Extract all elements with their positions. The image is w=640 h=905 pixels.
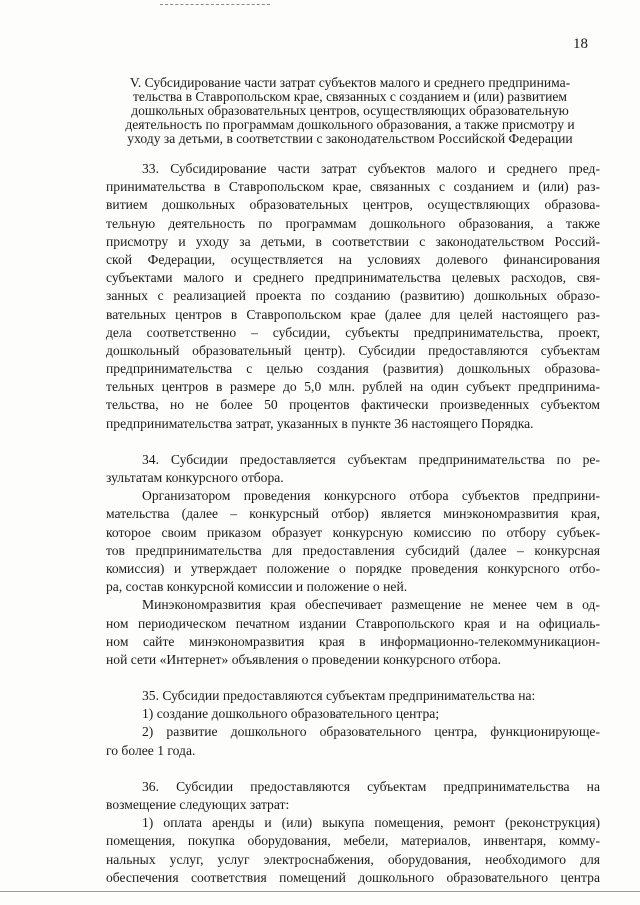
heading-line: дошкольных образовательных центров, осуществляющих образовательную (131, 103, 569, 118)
heading-line: уходу за детьми, в соответствии с законодательством Российской Федерации (127, 131, 573, 146)
text-line: 1) оплата аренды и (или) выкупа помещения, ремонт (реконструкция) (142, 815, 600, 831)
text-line: 34. Субсидии предоставляется субъектам предпринимательства по ре- (142, 451, 600, 467)
text-line: присмотру и уходу за детьми, в соответствии с законодательством Россий- (106, 233, 600, 249)
text-line: помещения, покупка оборудования, мебели, материалов, инвентаря, комму- (106, 833, 600, 849)
heading-line: деятельность по программам дошкольного образования, а также присмотру и (125, 117, 575, 132)
text-line: го более 1 года. (106, 742, 196, 758)
text-line: ном сайте минэкономразвития края в информационно-телекоммуникацион- (106, 633, 600, 649)
paragraph (106, 778, 600, 814)
text-line: дела соответственно – субсидии, субъекты предпринимательства, проект, (106, 324, 600, 340)
paragraph-gap (106, 669, 600, 687)
text-line: субъектами малого и среднего предпринимательства целевых расходов, свя- (106, 270, 600, 286)
text-line: мательства (далее – конкурсный отбор) является минэкономразвития края, (106, 506, 600, 522)
text-line: принимательства в Ставропольском крае, связанных с созданием и (или) раз- (106, 179, 600, 195)
text-line: Минэкономразвития края обеспечивает размещение не менее чем в од- (142, 597, 600, 613)
paragraph (106, 814, 600, 887)
document-body (106, 160, 600, 887)
text-line: тельства, но не более 50 процентов фактически произведенных субъектом (106, 397, 600, 413)
paragraph (106, 705, 600, 723)
text-line: тельную деятельность по программам дошкольного образования, а также (106, 215, 600, 231)
text-line: тельных центров в размере до 5,0 млн. рублей на один субъект предпринима- (106, 379, 600, 395)
text-line: ской Федерации, осуществляется на условиях долевого финансирования (106, 251, 600, 267)
paragraph-gap (106, 433, 600, 451)
section-heading (106, 76, 594, 146)
text-line: предпринимательства с целью создания (развития) дошкольных образова- (106, 361, 600, 377)
text-line: 1) создание дошкольного образовательного центра; (142, 706, 440, 722)
page-bottom-edge (0, 891, 640, 892)
paragraph (106, 487, 600, 596)
paragraph (106, 687, 600, 705)
text-line: занных с реализацией проекта по созданию (развитию) дошкольных образо- (106, 288, 600, 304)
text-line: предпринимательства затрат, указанных в пункте 36 настоящего Порядка. (106, 415, 534, 431)
text-line: 33. Субсидирование части затрат субъектов малого и среднего пред- (142, 161, 600, 176)
text-line: 35. Субсидии предоставляются субъектам предпринимательства на: (142, 688, 536, 704)
text-line: которое своим приказом образует конкурсную комиссию по отбору субъек- (106, 524, 600, 540)
heading-line: тельства в Ставропольском крае, связанных с созданием и (или) развитием (132, 89, 568, 104)
text-line: вательных центров в Ставропольском крае (далее для целей настоящего раз- (106, 306, 600, 322)
paragraph (106, 451, 600, 487)
text-line: нальных услуг, услуг электроснабжения, оборудования, необходимого для (106, 851, 600, 867)
paragraph (106, 160, 600, 433)
text-line: ном периодическом печатном издании Ставропольского края и на официаль- (106, 615, 600, 631)
text-line: возмещение следующих затрат: (106, 797, 290, 812)
text-line: ной сети «Интернет» объявления о проведении конкурсного отбора. (106, 651, 502, 667)
heading-line: V. Субсидирование части затрат субъектов малого и среднего предпринима- (129, 75, 571, 90)
text-line: ра, состав конкурсной комиссии и положение о ней. (106, 579, 408, 595)
text-line: витием дошкольных образовательных центров, осуществляющих образова- (106, 197, 600, 213)
text-line: 36. Субсидии предоставляются субъектам предпринимательства на (142, 778, 600, 794)
paragraph-gap (106, 760, 600, 778)
text-line: Организатором проведения конкурсного отбора субъектов предприни- (142, 488, 600, 504)
text-line: 2) развитие дошкольного образовательного центра, функционирующе- (142, 724, 600, 740)
paragraph (106, 723, 600, 759)
text-line: дошкольный образовательный центр). Субсидии предоставляются субъектам (106, 342, 600, 358)
page-number: 18 (573, 36, 588, 52)
text-line: тов предпринимательства для предоставления субсидий (далее – конкурсная (106, 542, 600, 558)
text-line: комиссия) и утверждает положение о порядке проведения конкурсного отбо- (106, 560, 600, 576)
text-line: обеспечения соответствия помещений дошкольного образовательного центра (106, 869, 600, 885)
paragraph (106, 596, 600, 669)
text-line: зультатам конкурсного отбора. (106, 470, 284, 485)
scan-artifact-line (160, 4, 270, 7)
